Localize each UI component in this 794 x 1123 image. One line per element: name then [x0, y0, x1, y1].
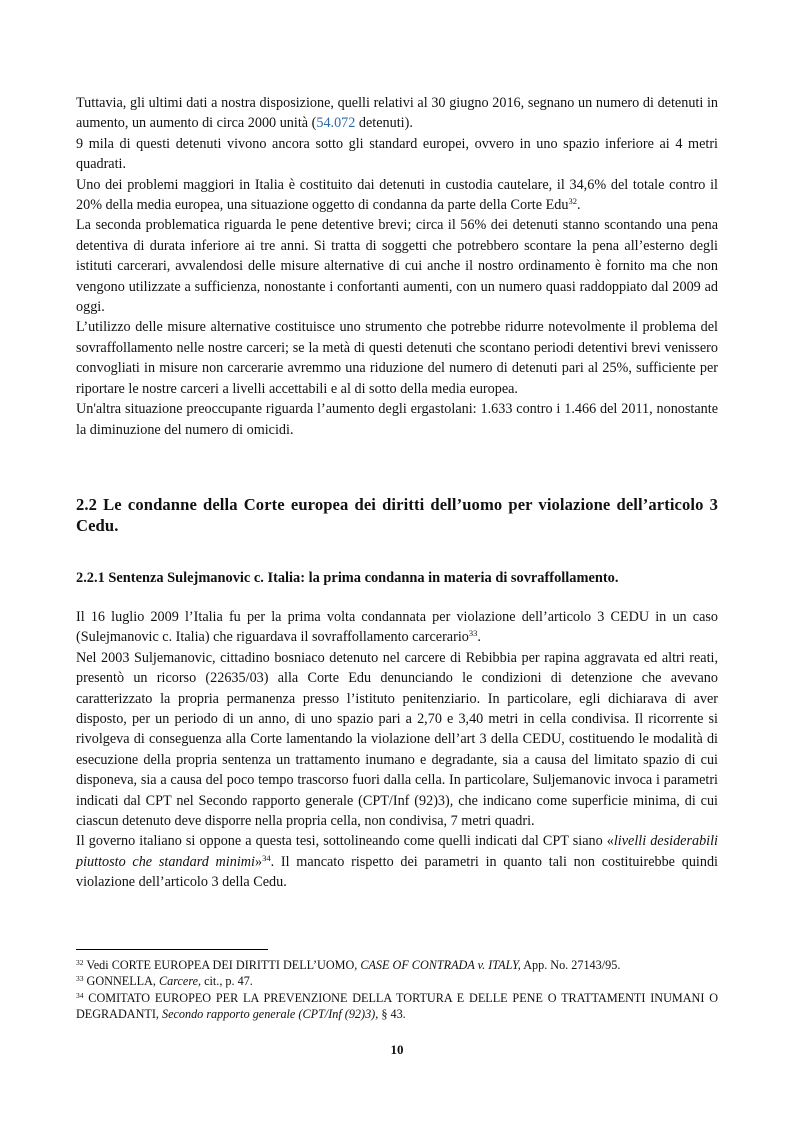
highlighted-number: 54.072 — [316, 115, 356, 132]
footnote-divider — [76, 949, 268, 950]
italic-quote: livelli desiderabili piuttosto che standard minimi — [76, 833, 718, 870]
paragraph-pene-brevi: La seconda problematica riguarda le pene detentive brevi; circa il 56% dei detenuti stanno scontando una pena detentiva di durata inferiore ai tre anni. Si tratta di soggetti che potrebbero scontare la pena all’esterno degli istituti carcerari, avvalendosi delle misure alternative di cui anche il nostro ordinamento è fornito ma che non vengono utilizzate a sufficienza, nonostante i confortanti aumenti, con un numero quasi raddoppiato dal 2009 ad oggi. — [76, 217, 718, 316]
footnote-ref-33[interactable]: 33 — [468, 628, 478, 639]
paragraph-misure-alternative: L’utilizzo delle misure alternative costituisce uno strumento che potrebbe ridurre notevolmente il problema del sovraffollamento nelle nostre carceri; se la metà di questi detenuti che scontano periodi detentivi brevi venissero convogliati in misure non carcerarie avremmo una riduzione del numero di detenuti pari al 25%, sufficiente per riportare le nostre carceri a livelli accettabili e al di sotto della media europea. — [76, 319, 718, 397]
footnote-34: $^{34}$ COMITATO EUROPEO PER LA PREVENZIONE DELLA TORTURA E DELLE PENE O TRATTAMENTI INUMANI O DEGRADANTI, Secondo rapporto generale (CPT/Inf (92)3), § 43. — [76, 990, 718, 1022]
subsection-heading: 2.2.1 Sentenza Sulejmanovic c. Italia: la prima condanna in materia di sovraffollamento. — [76, 569, 619, 586]
paragraph-ergastolani: Un'altra situazione preoccupante riguarda l’aumento degli ergastolani: 1.633 contro i 1.466 del 2011, nonostante la diminuzione del numero di omicidi. — [76, 401, 718, 438]
section-heading: 2.2 Le condanne della Corte europea dei diritti dell’uomo per violazione dell’articolo 3 Cedu. — [76, 494, 718, 535]
paragraph-ricorso: Nel 2003 Suljemanovic, cittadino bosniaco detenuto nel carcere di Rebibbia per rapina aggravata ed altri reati, presentò un ricorso (22635/03) alla Corte Edu denunciando le condizioni di detenzione che avevano caratterizzato la propria permanenza presso l’istituto penitenziario. In particolare, egli dichiarava di aver disposto, per un periodo di un anno, di uno spazio pari a 2,70 e 3,40 metri in cella condivisa. Il ricorrente si rivolgeva di conseguenza alla Corte lamentando la violazione dell’art 3 della CEDU, costituendo le modalità di esecuzione della propria sentenza un trattamento inumano e degradante, sia a causa del limitato spazio di cui disponeva, sia a causa del poco tempo trascorso fuori dalla cella. In particolare, Suljemanovic invoca i parametri indicati dal CPT nel Secondo rapporto generale (CPT/Inf (92)3), che indicano come superficie minima, di cui ciascun detenuto deve disporre nella propria cella, non condivisa, 7 metri quadri. — [76, 649, 718, 829]
paragraph-detenuti-aumento: Tuttavia, gli ultimi dati a nostra disposizione, quelli relativi al 30 giugno 2016, segnano un numero di detenuti in aumento, un aumento di circa 2000 unità (54.072 detenuti). — [76, 95, 718, 132]
footnote-ref-32[interactable]: 32 — [568, 196, 577, 207]
footnote-32: $^{32}$ Vedi CORTE EUROPEA DEI DIRITTI DELL’UOMO, CASE OF CONTRADA v. ITALY, App. No. 27143/95. — [76, 958, 621, 972]
paragraph-sulejmanovic-condanna: Il 16 luglio 2009 l’Italia fu per la prima volta condannata per violazione dell’articolo 3 CEDU in un caso (Sulejmanovic c. Italia) che riguardava il sovraffollamento carcerario$^{33}$. — [76, 608, 718, 646]
paragraph-standard-europei: 9 mila di questi detenuti vivono ancora sotto gli standard europei, ovvero in uno spazio inferiore ai 4 metri quadrati. — [76, 135, 718, 173]
page-number: 10 — [390, 1042, 404, 1057]
footnote-33: $^{33}$ GONNELLA, Carcere, cit., p. 47. — [76, 974, 253, 989]
footnotes — [76, 949, 718, 1023]
footnote-ref-34[interactable]: 34 — [262, 852, 271, 863]
paragraph-governo-italiano: Il governo italiano si oppone a questa tesi, sottolineando come quelli indicati dal CPT siano «livelli desiderabili piuttosto che standard minimi»$^{34}$. Il mancato rispetto dei parametri in quanto tali non costituirebbe quindi violazione dell’articolo 3 della Cedu. — [76, 833, 718, 891]
paragraph-custodia-cautelare: Uno dei problemi maggiori in Italia è costituito dai detenuti in custodia cautelare, il 34,6% del totale contro il 20% della media europea, una situazione oggetto di condanna da parte della Corte Edu$^{32}$. — [76, 176, 718, 214]
document-body — [76, 93, 718, 893]
